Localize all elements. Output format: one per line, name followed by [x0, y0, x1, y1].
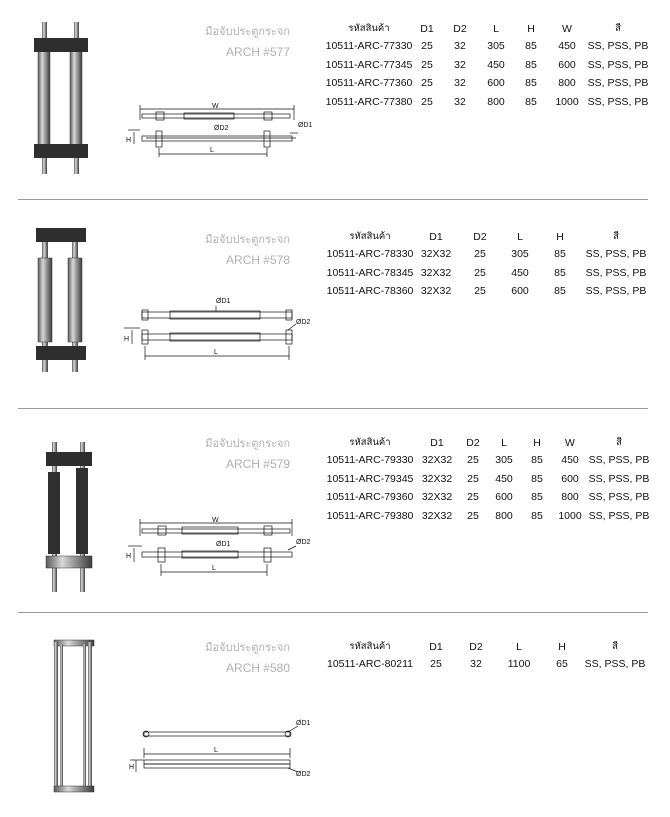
cell-d2: 25	[474, 285, 486, 298]
header-color: สี	[612, 641, 618, 652]
label-d2: ØD2	[214, 125, 229, 132]
table-row	[325, 93, 651, 112]
cell-h: 85	[525, 58, 537, 71]
cell-h: 85	[531, 472, 543, 485]
cell-d1: 32X32	[420, 285, 452, 298]
header-d2: D2	[469, 640, 483, 653]
cell-h: 85	[554, 266, 566, 279]
cell-d2: 32	[470, 658, 482, 671]
cell-color: SS, PSS, PB	[587, 95, 649, 108]
cell-w: 600	[561, 472, 579, 485]
cell-h: 85	[554, 285, 566, 298]
product-section-580	[0, 614, 670, 817]
title-model: ARCH #580	[225, 661, 290, 675]
label-d1: ØD1	[298, 122, 313, 129]
section-divider	[18, 612, 648, 613]
cell-color: SS, PSS, PB	[587, 58, 649, 71]
table-row	[325, 56, 651, 75]
cell-l: 450	[487, 58, 505, 71]
cell-d1: 25	[430, 658, 442, 671]
label-l: L	[210, 147, 214, 154]
header-l: L	[501, 436, 507, 449]
header-code: รหัสสินค้า	[349, 437, 391, 448]
dimension-diagram-578	[120, 294, 316, 366]
header-h: H	[558, 640, 566, 653]
label-d2: ØD2	[296, 319, 311, 326]
cell-w: 800	[558, 77, 576, 90]
header-d1: D1	[429, 640, 443, 653]
cell-code: 10511-ARC-77330	[325, 40, 413, 53]
header-color: สี	[615, 23, 621, 34]
handle-photo-579	[40, 438, 100, 596]
table-row	[326, 264, 650, 283]
header-code: รหัสสินค้า	[349, 231, 391, 242]
dimension-diagram-580	[126, 714, 318, 780]
dimension-diagram-579	[126, 514, 316, 580]
table-row	[326, 451, 650, 470]
cell-color: SS, PSS, PB	[588, 491, 650, 504]
cell-d2: 25	[474, 266, 486, 279]
label-d2: ØD2	[296, 539, 311, 546]
cell-code: 10511-ARC-79380	[326, 509, 414, 522]
table-row	[326, 488, 650, 507]
cell-d1: 25	[421, 77, 433, 90]
cell-d2: 32	[454, 95, 466, 108]
header-h: H	[556, 230, 564, 243]
spec-table-579	[326, 434, 650, 525]
table-header-row	[326, 434, 650, 451]
label-h: H	[126, 137, 132, 144]
cell-d2: 25	[474, 248, 486, 261]
table-row	[326, 507, 650, 526]
cell-d2: 32	[454, 40, 466, 53]
cell-h: 85	[554, 248, 566, 261]
cell-color: SS, PSS, PB	[588, 509, 650, 522]
header-l: L	[516, 640, 522, 653]
cell-color: SS, PSS, PB	[588, 454, 650, 467]
product-section-577	[0, 0, 670, 200]
cell-code: 10511-ARC-79360	[326, 491, 414, 504]
title-thai: มือจับประตูกระจก	[205, 437, 290, 450]
product-title-577	[140, 22, 290, 62]
cell-l: 305	[511, 248, 529, 261]
product-title-580	[140, 638, 290, 678]
table-header-row	[325, 20, 651, 37]
cell-color: SS, PSS, PB	[584, 658, 646, 671]
title-thai: มือจับประตูกระจก	[205, 25, 290, 38]
header-color: สี	[613, 231, 619, 242]
table-row	[325, 74, 651, 93]
handle-photo-577	[28, 18, 98, 178]
label-w: W	[212, 103, 219, 110]
label-h: H	[129, 764, 135, 771]
title-model: ARCH #579	[225, 457, 290, 471]
cell-l: 800	[487, 95, 505, 108]
cell-l: 600	[487, 77, 505, 90]
cell-d1: 32X32	[420, 248, 452, 261]
header-d1: D1	[429, 230, 443, 243]
header-d2: D2	[473, 230, 487, 243]
cell-code: 10511-ARC-80211	[327, 658, 413, 671]
cell-code: 10511-ARC-79330	[326, 454, 414, 467]
cell-d1: 25	[421, 40, 433, 53]
dimension-diagram-577	[126, 100, 316, 162]
spec-table-578	[326, 228, 650, 301]
handle-photo-580	[44, 636, 104, 796]
cell-w: 450	[558, 40, 576, 53]
cell-d2: 25	[467, 454, 479, 467]
cell-d1: 25	[421, 58, 433, 71]
cell-h: 85	[525, 40, 537, 53]
cell-h: 85	[525, 95, 537, 108]
table-row	[325, 37, 651, 56]
cell-code: 10511-ARC-77345	[325, 58, 413, 71]
handle-photo-578	[32, 226, 92, 376]
table-row	[326, 245, 650, 264]
header-d2: D2	[453, 22, 467, 35]
title-model: ARCH #578	[225, 253, 290, 267]
spec-table-577	[325, 20, 651, 111]
cell-l: 305	[487, 40, 505, 53]
header-l: L	[493, 22, 499, 35]
cell-w: 1000	[555, 95, 579, 108]
cell-d1: 32X32	[420, 266, 452, 279]
header-h: H	[533, 436, 541, 449]
cell-d1: 25	[421, 95, 433, 108]
cell-w: 600	[558, 58, 576, 71]
header-d1: D1	[430, 436, 444, 449]
product-title-579	[140, 434, 290, 474]
cell-w: 450	[561, 454, 579, 467]
cell-code: 10511-ARC-79345	[326, 472, 414, 485]
table-row	[326, 470, 650, 489]
cell-d2: 25	[467, 491, 479, 504]
cell-h: 85	[531, 454, 543, 467]
header-d2: D2	[466, 436, 480, 449]
cell-l: 600	[495, 491, 513, 504]
cell-code: 10511-ARC-78360	[326, 285, 414, 298]
cell-h: 85	[531, 491, 543, 504]
cell-d2: 25	[467, 509, 479, 522]
cell-l: 305	[495, 454, 513, 467]
label-d2: ØD2	[296, 771, 311, 778]
header-color: สี	[616, 437, 622, 448]
cell-h: 85	[525, 77, 537, 90]
header-code: รหัสสินค้า	[348, 23, 390, 34]
title-thai: มือจับประตูกระจก	[205, 641, 290, 654]
header-h: H	[527, 22, 535, 35]
cell-color: SS, PSS, PB	[588, 472, 650, 485]
cell-l: 600	[511, 285, 529, 298]
label-h: H	[124, 336, 130, 343]
cell-d1: 32X32	[421, 509, 453, 522]
label-d1: ØD1	[216, 541, 231, 548]
cell-color: SS, PSS, PB	[585, 285, 647, 298]
product-section-579	[0, 410, 670, 610]
product-title-578	[140, 230, 290, 270]
label-w: W	[212, 517, 219, 524]
table-header-row	[326, 228, 650, 245]
cell-color: SS, PSS, PB	[585, 248, 647, 261]
cell-d2: 32	[454, 77, 466, 90]
cell-d1: 32X32	[421, 472, 453, 485]
cell-color: SS, PSS, PB	[587, 77, 649, 90]
cell-w: 1000	[558, 509, 582, 522]
cell-color: SS, PSS, PB	[585, 266, 647, 279]
label-d1: ØD1	[216, 298, 231, 305]
cell-h: 65	[556, 658, 568, 671]
cell-d1: 32X32	[421, 454, 453, 467]
title-thai: มือจับประตูกระจก	[205, 233, 290, 246]
product-section-578	[0, 200, 670, 410]
cell-l: 450	[511, 266, 529, 279]
header-w: W	[562, 22, 572, 35]
section-divider	[18, 408, 648, 409]
header-d1: D1	[420, 22, 434, 35]
cell-code: 10511-ARC-78330	[326, 248, 414, 261]
table-row	[326, 655, 650, 674]
label-h: H	[126, 553, 132, 560]
label-l: L	[212, 565, 216, 572]
cell-code: 10511-ARC-77380	[325, 95, 413, 108]
spec-table-580	[326, 638, 650, 674]
cell-d2: 32	[454, 58, 466, 71]
cell-color: SS, PSS, PB	[587, 40, 649, 53]
label-d1: ØD1	[296, 720, 311, 727]
cell-code: 10511-ARC-77360	[325, 77, 413, 90]
header-w: W	[565, 436, 575, 449]
cell-l: 1100	[507, 658, 531, 671]
cell-code: 10511-ARC-78345	[326, 266, 414, 279]
table-row	[326, 282, 650, 301]
cell-d1: 32X32	[421, 491, 453, 504]
cell-l: 800	[495, 509, 513, 522]
table-header-row	[326, 638, 650, 655]
title-model: ARCH #577	[225, 45, 290, 59]
cell-d2: 25	[467, 472, 479, 485]
cell-h: 85	[531, 509, 543, 522]
cell-w: 800	[561, 491, 579, 504]
header-l: L	[517, 230, 523, 243]
header-code: รหัสสินค้า	[349, 641, 391, 652]
label-l: L	[214, 349, 218, 356]
label-l: L	[214, 747, 218, 754]
cell-l: 450	[495, 472, 513, 485]
